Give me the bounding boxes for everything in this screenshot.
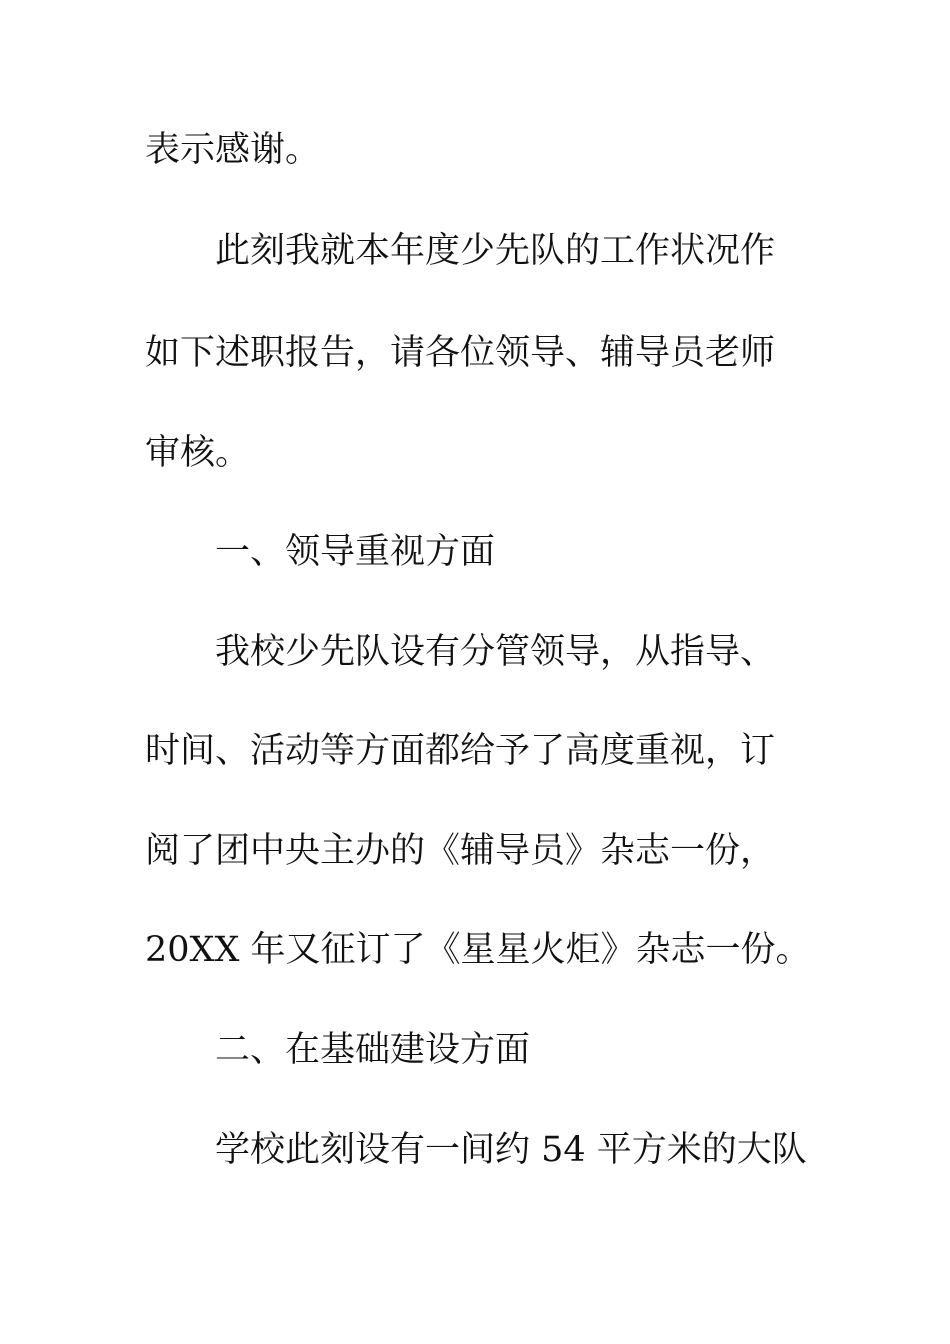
paragraph-line-7: 阅了团中央主办的《辅导员》杂志一份， [145,831,776,871]
paragraph-line-5: 我校少先队设有分管领导，从指导、 [215,632,776,672]
section-heading-2: 二、在基础建设方面 [215,1030,531,1070]
paragraph-line-8: 20XX 年又征订了《星星火炬》杂志一份。 [145,930,811,970]
paragraph-line-4: 审核。 [145,433,251,473]
paragraph-line-3: 如下述职报告，请各位领导、辅导员老师 [145,333,776,373]
paragraph-line-9: 学校此刻设有一间约 54 平方米的大队 [215,1130,807,1170]
section-heading-1: 一、领导重视方面 [215,532,496,572]
paragraph-line-1: 表示感谢。 [145,130,321,170]
paragraph-line-2: 此刻我就本年度少先队的工作状况作 [215,231,776,271]
paragraph-line-6: 时间、活动等方面都给予了高度重视，订 [145,731,776,771]
